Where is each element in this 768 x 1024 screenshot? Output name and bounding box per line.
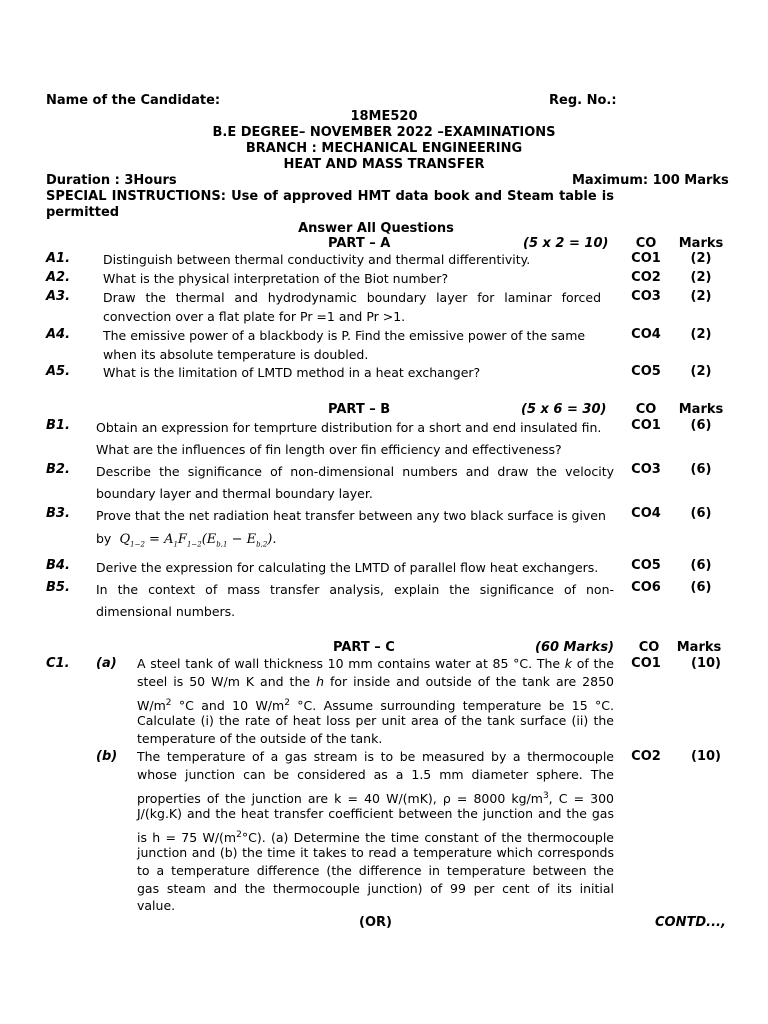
question-number: B5. — [46, 580, 70, 595]
question-number: A4. — [46, 327, 71, 342]
question-co: CO4 — [631, 506, 661, 521]
part-c-marks-scheme: (60 Marks) — [535, 640, 615, 655]
question-text-cont: What are the influences of fin length over fin efficiency and effectiveness? — [96, 442, 562, 457]
question-text-cont: steel is 50 W/m K and the h for inside and outside of the tank are 2850 — [137, 674, 614, 689]
question-marks: (2) — [690, 270, 712, 285]
question-text-cont: to a temperature difference (the difference in temperature between the — [137, 863, 614, 878]
question-co: CO4 — [631, 327, 661, 342]
question-text-cont: Calculate (i) the rate of heat loss per unit area of the tank surface (ii) the — [137, 713, 614, 728]
or-separator: (OR) — [359, 915, 392, 930]
question-text-cont: is h = 75 $W/(m^2^\circ C)$. (a) Determine the time constant of the thermocouple — [137, 830, 614, 846]
part-c-co-header: CO — [638, 640, 660, 655]
question-text: Derive the expression for calculating the LMTD of parallel flow heat exchangers. — [96, 560, 599, 575]
question-marks: (10) — [691, 749, 721, 764]
part-c-marks-header: Marks — [676, 640, 722, 655]
question-co: CO1 — [631, 656, 661, 671]
question-marks: (6) — [690, 580, 712, 595]
special-instructions-cont: permitted — [46, 205, 120, 220]
question-text-cont — [96, 528, 277, 556]
question-co: CO5 — [631, 364, 661, 379]
exam-title: B.E DEGREE– NOVEMBER 2022 –EXAMINATIONS — [212, 125, 556, 140]
continued-label: CONTD..., — [655, 915, 726, 930]
part-a-title: PART – A — [328, 236, 391, 251]
part-b-marks-header: Marks — [678, 402, 724, 417]
question-text-cont: junction and (b) the time it takes to read a temperature which corresponds — [137, 845, 614, 860]
question-co: CO1 — [631, 418, 661, 433]
question-number: B1. — [46, 418, 70, 433]
question-marks: (6) — [690, 462, 712, 477]
question-number: A3. — [46, 289, 71, 304]
question-text-cont: when its absolute temperature is doubled. — [103, 347, 369, 362]
question-text: Distinguish between thermal conductivity and thermal differentivity. — [103, 252, 531, 267]
question-marks: (2) — [690, 289, 712, 304]
branch-title: BRANCH : MECHANICAL ENGINEERING — [245, 141, 523, 156]
question-marks: (2) — [690, 327, 712, 342]
question-number: B2. — [46, 462, 70, 477]
question-text-cont: temperature of the outside of the tank. — [137, 731, 383, 746]
answer-all-questions: Answer All Questions — [298, 221, 454, 236]
question-marks: (6) — [690, 558, 712, 573]
special-instructions: SPECIAL INSTRUCTIONS: Use of approved HMT data book and Steam table is — [46, 189, 614, 204]
part-c-title: PART – C — [333, 640, 395, 655]
question-marks: (6) — [690, 506, 712, 521]
question-text-cont: whose junction can be considered as a 1.5 mm diameter sphere. The — [137, 767, 614, 782]
candidate-name-label: Name of the Candidate: — [46, 93, 221, 108]
part-b-marks-scheme: (5 x 6 = 30) — [521, 402, 607, 417]
maximum-marks: Maximum: 100 Marks — [572, 173, 729, 188]
question-text: Obtain an expression for temprture distribution for a short and end insulated fin. — [96, 420, 602, 435]
question-text-cont: properties of the junction are k = 40 W/(mK), ρ = 8000 $kg/m^3$, C = 300 — [137, 791, 614, 807]
part-a-co-header: CO — [635, 236, 657, 251]
question-co: CO2 — [631, 749, 661, 764]
part-b-title: PART – B — [328, 402, 391, 417]
question-text: Describe the significance of non-dimensional numbers and draw the velocity — [96, 464, 614, 479]
question-text-cont: value. — [137, 898, 176, 913]
net-radiation-formula: $Q_{1-2} = A_1F_{1-2}(E_{b,1} - E_{b,2})$. — [115, 532, 277, 549]
question-co: CO3 — [631, 289, 661, 304]
question-number: A1. — [46, 251, 71, 266]
sub-question-label: (a) — [96, 656, 117, 671]
question-marks: (10) — [691, 656, 721, 671]
question-text: Draw the thermal and hydrodynamic boundary layer for laminar forced — [103, 290, 601, 305]
question-number: B3. — [46, 506, 70, 521]
question-co: CO1 — [631, 251, 661, 266]
part-a-marks-header: Marks — [678, 236, 724, 251]
question-text: The emissive power of a blackbody is P. Find the emissive power of the same — [103, 328, 586, 343]
part-b-co-header: CO — [635, 402, 657, 417]
question-number: A2. — [46, 270, 71, 285]
duration: Duration : 3Hours — [46, 173, 177, 188]
question-text-cont: dimensional numbers. — [96, 604, 236, 619]
by-prefix: by — [96, 531, 112, 546]
question-text: In the context of mass transfer analysis, explain the significance of non- — [96, 582, 614, 597]
question-text-cont: convection over a flat plate for Pr =1 and Pr >1. — [103, 309, 406, 324]
question-co: CO5 — [631, 558, 661, 573]
question-text: What is the physical interpretation of the Biot number? — [103, 271, 449, 286]
question-marks: (6) — [690, 418, 712, 433]
question-co: CO2 — [631, 270, 661, 285]
reg-no-label: Reg. No.: — [549, 93, 617, 108]
subject-title: HEAT AND MASS TRANSFER — [283, 157, 485, 172]
question-text-cont: boundary layer and thermal boundary layer. — [96, 486, 373, 501]
question-text: A steel tank of wall thickness 10 mm contains water at 85 °C. The k of the — [137, 656, 615, 671]
question-number: A5. — [46, 364, 71, 379]
question-marks: (2) — [690, 251, 712, 266]
sub-question-label: (b) — [96, 749, 118, 764]
question-text-cont: $W/m^2$ °C and 10 $W/m^2$ °C. Assume surrounding temperature be 15 °C. — [137, 698, 614, 714]
course-code: 18ME520 — [350, 109, 418, 124]
part-a-marks-scheme: (5 x 2 = 10) — [523, 236, 609, 251]
question-number: B4. — [46, 558, 70, 573]
question-text: What is the limitation of LMTD method in a heat exchanger? — [103, 365, 481, 380]
question-text: The temperature of a gas stream is to be measured by a thermocouple — [137, 749, 614, 764]
question-co: CO3 — [631, 462, 661, 477]
question-text-cont: J/(kg.K) and the heat transfer coefficient between the junction and the gas — [137, 806, 614, 821]
question-marks: (2) — [690, 364, 712, 379]
question-co: CO6 — [631, 580, 661, 595]
question-number: C1. — [46, 656, 70, 671]
question-text: Prove that the net radiation heat transfer between any two black surface is given — [96, 508, 606, 523]
question-text-cont: gas steam and the thermocouple junction) of 99 per cent of its initial — [137, 881, 614, 896]
